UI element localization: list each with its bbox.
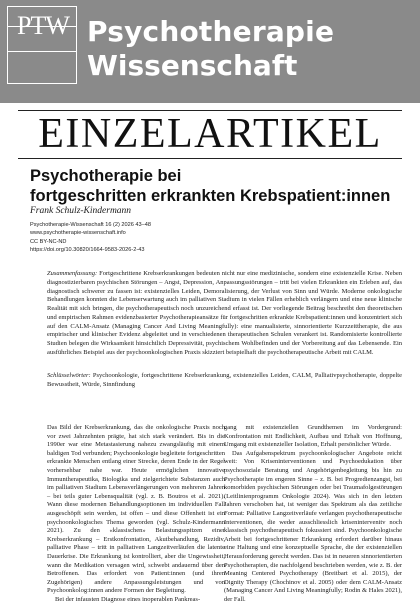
body-paragraph: gang mit existenziellen Grundthemen im Vordergrund: Konfrontation mit Endlichkeit, Aufbau und Erhalt von Hoffnung, Umgang mit existenzieller Isolation, Erhalt persönlicher Würde. [224, 424, 402, 449]
article-meta [30, 221, 151, 254]
citation: Psychotherapie-Wissenschaft 16 (2) 2026 43–48 [30, 222, 151, 228]
abstract-text: Fortgeschrittene Krebserkrankungen bedeuten nicht nur eine medizinische, sondern eine existenzielle Krise. Neben diagnostizierbaren psychischen Störungen – Angst, Depression, Anpassungsstörungen – tritt bei vielen Erkrankten ein Erleben auf, das diagnostisch schwerer zu fassen ist: existenzielles Leiden, Demoralisierung, der Verlust von Sinn und Würde. Moderne onkologische Behandlungen konnten die Lebenserwartung auch im palliativen Stadium in vielen Fällen erheblich verlängern und eine neue klinische Realität mit sich bringen, die psychotherapeutisch noch unzureichend erfasst ist. Der vorliegende Beitrag beschreibt den theoretischen und empirischen Rahmen evidenzbasierter Psychotherapieansätze für fortgeschritten erkrankte Krebspatient:innen und konzentriert sich auf den CALM-Ansatz (Managing Cancer And Living Meaningfully): eine manualisierte, sinnorientierte Kurzzeittherapie, die aus empirischer und klinischer Evidenz abgeleitet und in verschiedenen therapeutischen Schulen verankert ist. Randomisierte kontrollierte Studien belegen die Wirksamkeit hinsichtlich Depressivität, psychischem Wohlbefinden und der Vorbereitung auf das Lebensende. Ein ausführliches Beispiel aus der psychoonkologischen Praxis skizziert beispielhaft die psychotherapeutische Arbeit mit CALM. [47, 270, 402, 356]
abstract-label: Zusammenfassung: [47, 270, 98, 277]
article-title [30, 166, 390, 206]
keywords [47, 372, 402, 390]
article-type-rule-bottom [18, 158, 402, 159]
logo-letters: PTW [17, 11, 69, 40]
journal-website-link[interactable]: www.psychotherapie-wissenschaft.info [30, 230, 126, 237]
author-name: Frank Schulz-Kindermann [30, 206, 132, 216]
body-paragraph: Das Aufgabenspektrum psychoonkologischer Angebote reicht weit: Von Kriseninterventionen und Psychoedukation über psychosoziale Beratung und Angehörigenbegleitung bis hin zu Psychotherapie im engeren Sinne – z. B. bei Progredienzangst, bei komorbiden psychischen Störungen oder bei Traumafolgestörungen (Leitlinienprogramm Onkologie 2024). Was sich in den letzten Jahren verschoben hat, ist weniger das Spektrum als das zeitliche Format: Palliative Langzeitverläufe verlangen psychotherapeutische Interventionen, die weder ausschliesslich krisenintervenitv noch klassisch psychotherapeutisch fokussiert sind. Psychoonkologische Arbeit bei fortgeschrittener Erkrankung erfordert darüber hinaus eine Haltung und eine konzeptuelle Sprache, die der existenziellen Herausforderung gerecht werden. Das ist in neueren sinnorientierten Psychotherapien, die nachfolgend beschrieben werden, wie z. B. der Meaning Centered Psychotherapy (Breitbart et al. 2015), der Dignity Therapy (Chochinov et al. 2005) oder dem CALM-Ansatz (Managing Cancer And Living Meaningfully; Rodin & Hales 2021), der Fall. [224, 449, 402, 603]
body-column-left [47, 424, 225, 604]
abstract [47, 270, 402, 358]
article-title-line1: Psychotherapie bei [30, 167, 182, 185]
body-paragraph: Bei der infausten Diagnose eines inoperablen Pankreas- [55, 595, 201, 603]
article-type-heading: EINZELARTIKEL [38, 111, 382, 157]
body-paragraph: Das Bild der Krebserkrankung, das die onkologische Praxis noch vor zwei Jahrzehnten prägte, hat sich stark verändert. Bis in die 1990er war eine Metastasierung nahezu zwangsläufig mit einem baldigen Tod verbunden; Psychoonkologie begleitete fortgeschritten erkrankte Menschen entlang einer Strecke, deren Ende in der Regel vorhersehbar nahe war. Heute ermöglichen innovative Immuntherapeutika, Biologika und zielgerichtete Substanzen auch im palliativen Stadium Lebensverlängerungen von mehreren Jahren – bei teils guter Lebensqualität (vgl. z. B. Boutros et al. 2021). Wann diese modernen Behandlungsoptionen im individuellen Fall ausgeschöpft sein werden, ist offen – und diese Offenheit ist ein psychoonkologisches Thema geworden (vgl. Schulz-Kindermann 2021). Zu den «klassischen» Belastungsspitzen einer Krebserkrankung – Erstkonfrontation, Akutbehandlung, Rezidiv, palliative Phase – tritt in palliativen Langzeitverläufen die latente Dauerkrise. Die Erkrankung ist kontrolliert, aber die Ungewissheit, wann die Medikation versagen wird, schwebt andauernd über den Betroffenen. Das erfordert von Patient:innen (und ihren Zugehörigen) andere Anpassungsleistungen und von Psychoonkolog:innen andere Formen der Begleitung. [47, 424, 225, 595]
journal-banner [0, 0, 420, 103]
body-column-right [224, 424, 402, 604]
journal-name-line2: Wissenschaft [87, 49, 298, 82]
keywords-text: Psychoonkologie, fortgeschrittene Krebserkrankung, existenzielles Leiden, CALM, Palliativpsychotherapie, doppelte Bewusstheit, Würde, Sinnfindung [47, 372, 402, 388]
article-title-line2: fortgeschritten erkrankten Krebspatient:innen [30, 187, 391, 205]
journal-name-line1: Psychotherapie [87, 15, 335, 48]
keywords-label: Schlüsselwörter: [47, 372, 91, 379]
journal-logo [7, 6, 77, 84]
logo-line-bottom [8, 51, 76, 52]
license: CC BY-NC-ND [30, 238, 67, 245]
doi-link[interactable]: https://doi.org/10.30820/1664-9583-2026-2-43 [30, 246, 145, 253]
